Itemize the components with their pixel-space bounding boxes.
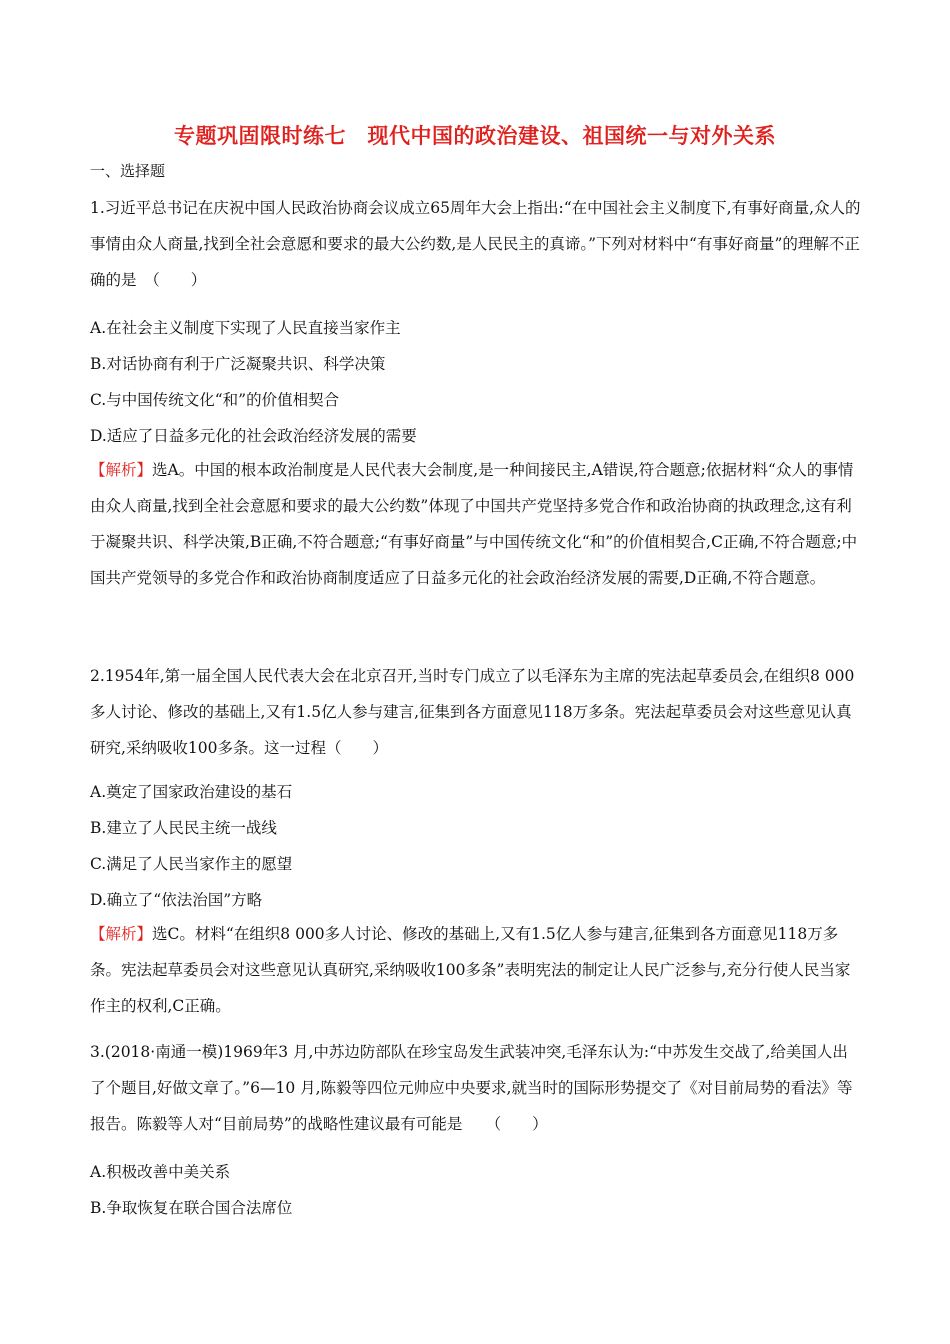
question-2-option-b: B.建立了人民民主统一战线 <box>90 819 277 837</box>
analysis-tag: 【解析】 <box>90 461 153 479</box>
analysis-tag: 【解析】 <box>90 925 153 943</box>
question-3-option-a: A.积极改善中美关系 <box>90 1163 231 1181</box>
question-1-stem: 1.习近平总书记在庆祝中国人民政治协商会议成立65周年大会上指出:“在中国社会主义制度下,有事好商量,众人的事情由众人商量,找到全社会意愿和要求的最大公约数,是人民民主的真谛。”下列对材料中“有事好商量”的理解不正确的是 （ ） <box>90 199 861 289</box>
question-2-stem: 2.1954年,第一届全国人民代表大会在北京召开,当时专门成立了以毛泽东为主席的宪法起草委员会,在组织8 000多人讨论、修改的基础上,又有1.5亿人参与建言,征集到各方面意见118万多条。宪法起草委员会对这些意见认真研究,采纳吸收100多条。这一过程（ ） <box>90 667 855 757</box>
question-1-option-b: B.对话协商有利于广泛凝聚共识、科学决策 <box>90 355 386 373</box>
question-3-option-b: B.争取恢复在联合国合法席位 <box>90 1199 293 1217</box>
question-2-option-a: A.奠定了国家政治建设的基石 <box>90 783 293 801</box>
question-1-option-c: C.与中国传统文化“和”的价值相契合 <box>90 391 340 409</box>
analysis-text: 选C。材料“在组织8 000多人讨论、修改的基础上,又有1.5亿人参与建言,征集到各方面意见118万多条。宪法起草委员会对这些意见认真研究,采纳吸收100多条”表明宪法的制定让人民广泛参与,充分行使人民当家作主的权利,C正确。 <box>90 925 851 1015</box>
question-1-option-d: D.适应了日益多元化的社会政治经济发展的需要 <box>90 427 417 445</box>
question-2-option-c: C.满足了人民当家作主的愿望 <box>90 855 293 873</box>
analysis-text: 选A。中国的根本政治制度是人民代表大会制度,是一种间接民主,A错误,符合题意;依据材料“众人的事情由众人商量,找到全社会意愿和要求的最大公约数”体现了中国共产党坚持多党合作和政治协商的执政理念,这有利于凝聚共识、科学决策,B正确,不符合题意;“有事好商量”与中国传统文化“和”的价值相契合,C正确,不符合题意;中国共产党领导的多党合作和政治协商制度适应了日益多元化的社会政治经济发展的需要,D正确,不符合题意。 <box>90 461 858 587</box>
question-1-option-a: A.在社会主义制度下实现了人民直接当家作主 <box>90 319 401 337</box>
question-2-analysis <box>90 916 862 1024</box>
question-2-option-d: D.确立了“依法治国”方略 <box>90 891 263 909</box>
section-heading: 一、选择题 <box>90 162 166 180</box>
question-1-analysis <box>90 452 862 596</box>
question-3-stem: 3.(2018·南通一模)1969年3 月,中苏边防部队在珍宝岛发生武装冲突,毛泽东认为:“中苏发生交战了,给美国人出了个题目,好做文章了。”6—10 月,陈毅等四位元帅应中央要求,就当时的国际形势提交了《对目前局势的看法》等报告。陈毅等人对“目前局势”的战略性建议最有可能是 （ ） <box>90 1043 853 1133</box>
page-title: 专题巩固限时练七 现代中国的政治建设、祖国统一与对外关系 <box>174 124 776 148</box>
